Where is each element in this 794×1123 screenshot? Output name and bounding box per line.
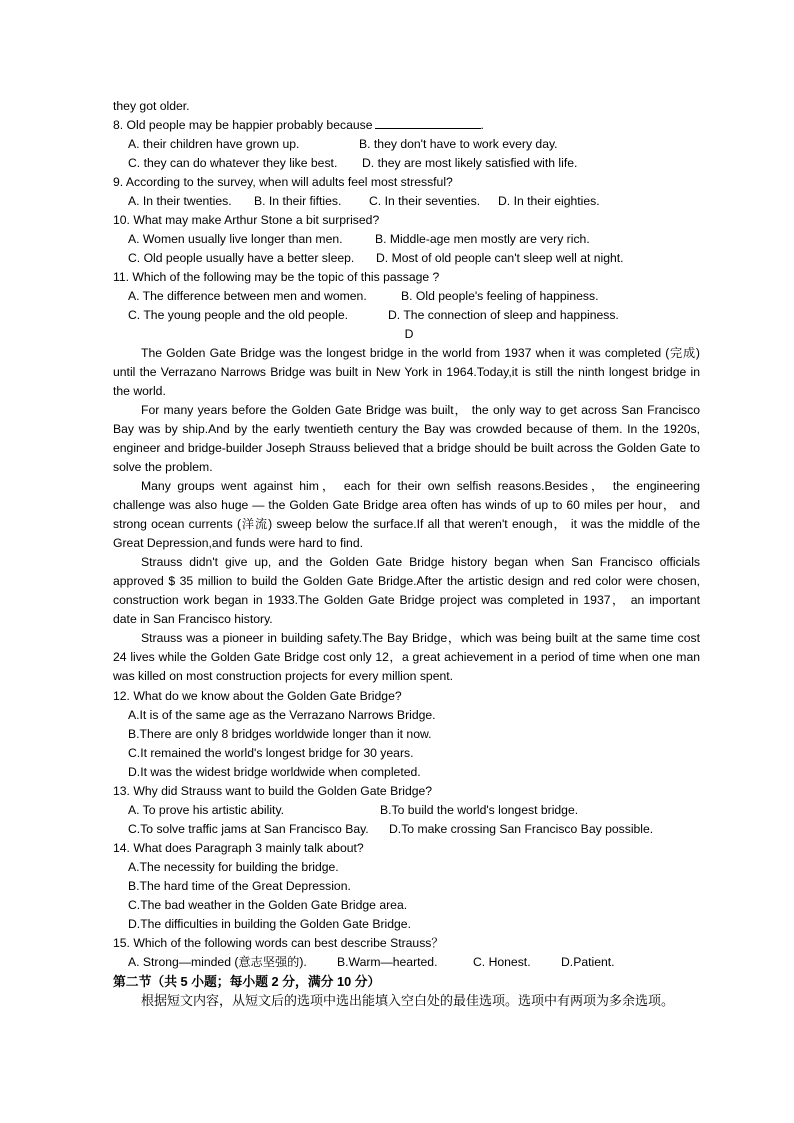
options-10-row2 bbox=[128, 249, 718, 268]
options-8-row2 bbox=[128, 154, 718, 173]
option-a[interactable]: A. their children have grown up. bbox=[128, 137, 300, 151]
section-2-instructions: 根据短文内容，从短文后的选项中选出能填入空白处的最佳选项。选项中有两项为多余选项。 bbox=[141, 993, 675, 1008]
question-9: 9. According to the survey, when will adults feel most stressful? bbox=[113, 175, 453, 189]
passage-paragraph-1: The Golden Gate Bridge was the longest bridge in the world from 1937 when it was completed (完成) until the Verrazano Narrows Bridge was built in New York in 1964.Today,it is still the ninth longest bridge in the world. bbox=[113, 346, 700, 398]
option-a[interactable]: A. The difference between men and women. bbox=[128, 289, 367, 303]
option-d[interactable]: D.Patient. bbox=[561, 955, 615, 969]
answer-blank bbox=[375, 116, 481, 129]
option-a[interactable]: A. To prove his artistic ability. bbox=[128, 803, 285, 817]
option-a[interactable]: A.The necessity for building the bridge. bbox=[128, 860, 339, 874]
option-c[interactable]: C. Honest. bbox=[473, 955, 531, 969]
question-15: 15. Which of the following words can best describe Strauss？ bbox=[113, 936, 444, 950]
option-b[interactable]: B.There are only 8 bridges worldwide longer than it now. bbox=[128, 727, 432, 741]
option-d[interactable]: D. they are most likely satisfied with life. bbox=[362, 156, 578, 170]
option-c[interactable]: C.It remained the world's longest bridge for 30 years. bbox=[128, 746, 414, 760]
options-11-row1 bbox=[128, 287, 718, 306]
passage-fragment: they got older. bbox=[113, 99, 190, 113]
option-b[interactable]: B. Old people's feeling of happiness. bbox=[401, 289, 599, 303]
option-c[interactable]: C. The young people and the old people. bbox=[128, 308, 348, 322]
question-12: 12. What do we know about the Golden Gate Bridge? bbox=[113, 689, 402, 703]
option-a[interactable]: A.It is of the same age as the Verrazano Narrows Bridge. bbox=[128, 708, 436, 722]
question-8 bbox=[113, 116, 703, 135]
question-end: . bbox=[480, 118, 484, 132]
passage-paragraph-3: Many groups went against him， each for their own selfish reasons.Besides， the engineering challenge was also huge — the Golden Gate Bridge area often has winds of up to 60 miles per hour， and strong ocean currents (洋流) sweep below the surface.If all that weren't enough， it was the middle of the Great Depression,and funds were hard to find. bbox=[113, 479, 700, 550]
option-d[interactable]: D. In their eighties. bbox=[498, 194, 600, 208]
option-b[interactable]: B. Middle-age men mostly are very rich. bbox=[375, 232, 590, 246]
option-c[interactable]: C. In their seventies. bbox=[369, 194, 481, 208]
option-d[interactable]: D.The difficulties in building the Golden Gate Bridge. bbox=[128, 917, 411, 931]
option-d[interactable]: D. Most of old people can't sleep well at night. bbox=[376, 251, 624, 265]
option-b[interactable]: B.The hard time of the Great Depression. bbox=[128, 879, 351, 893]
option-c[interactable]: C. Old people usually have a better sleep. bbox=[128, 251, 355, 265]
options-13-row2 bbox=[128, 820, 718, 839]
option-a[interactable]: A. In their twenties. bbox=[128, 194, 232, 208]
options-10-row1 bbox=[128, 230, 718, 249]
option-c[interactable]: C.The bad weather in the Golden Gate Bridge area. bbox=[128, 898, 408, 912]
option-b[interactable]: B. In their fifties. bbox=[254, 194, 342, 208]
question-11: 11. Which of the following may be the topic of this passage ? bbox=[113, 270, 440, 284]
question-stem: 8. Old people may be happier probably because bbox=[113, 118, 373, 132]
section-d-heading: D bbox=[404, 327, 414, 341]
section-2-title: 第二节（共 5 小题；每小题 2 分，满分 10 分） bbox=[113, 974, 381, 989]
passage-paragraph-4: Strauss didn't give up, and the Golden Gate Bridge history began when San Francisco officials approved $ 35 million to build the Golden Gate Bridge.After the artistic design and red color were chosen, construction work began in 1933.The Golden Gate Bridge project was completed in 1937， an important date in San Francisco history. bbox=[113, 555, 700, 626]
passage-paragraph-5: Strauss was a pioneer in building safety.The Bay Bridge，which was being built at the same time cost 24 lives while the Golden Gate Bridge cost only 12，a great achievement in a period of time when one man was killed on most construction projects for every million spent. bbox=[113, 631, 700, 683]
passage-paragraph-2: For many years before the Golden Gate Bridge was built， the only way to get across San Francisco Bay was by ship.And by the early twentieth century the Bay was crowded because of them. In the 1920s, engineer and bridge-builder Joseph Strauss believed that a bridge should be built across the Golden Gate to solve the problem. bbox=[113, 403, 700, 474]
question-14: 14. What does Paragraph 3 mainly talk about? bbox=[113, 841, 364, 855]
option-d[interactable]: D. The connection of sleep and happiness. bbox=[388, 308, 619, 322]
option-a[interactable]: A. Women usually live longer than men. bbox=[128, 232, 343, 246]
options-15 bbox=[128, 953, 718, 972]
option-b[interactable]: B. they don't have to work every day. bbox=[359, 137, 558, 151]
option-c[interactable]: C.To solve traffic jams at San Francisco Bay. bbox=[128, 822, 369, 836]
option-d[interactable]: D.To make crossing San Francisco Bay possible. bbox=[389, 822, 654, 836]
option-d[interactable]: D.It was the widest bridge worldwide when completed. bbox=[128, 765, 421, 779]
option-c[interactable]: C. they can do whatever they like best. bbox=[128, 156, 338, 170]
question-13: 13. Why did Strauss want to build the Golden Gate Bridge? bbox=[113, 784, 433, 798]
question-10: 10. What may make Arthur Stone a bit surprised? bbox=[113, 213, 380, 227]
options-8-row1 bbox=[128, 135, 718, 154]
options-9 bbox=[128, 192, 718, 211]
option-a[interactable]: A. Strong—minded (意志坚强的). bbox=[128, 955, 307, 969]
options-13-row1 bbox=[128, 801, 718, 820]
option-b[interactable]: B.To build the world's longest bridge. bbox=[380, 803, 579, 817]
option-b[interactable]: B.Warm—hearted. bbox=[337, 955, 438, 969]
options-11-row2 bbox=[128, 306, 718, 325]
